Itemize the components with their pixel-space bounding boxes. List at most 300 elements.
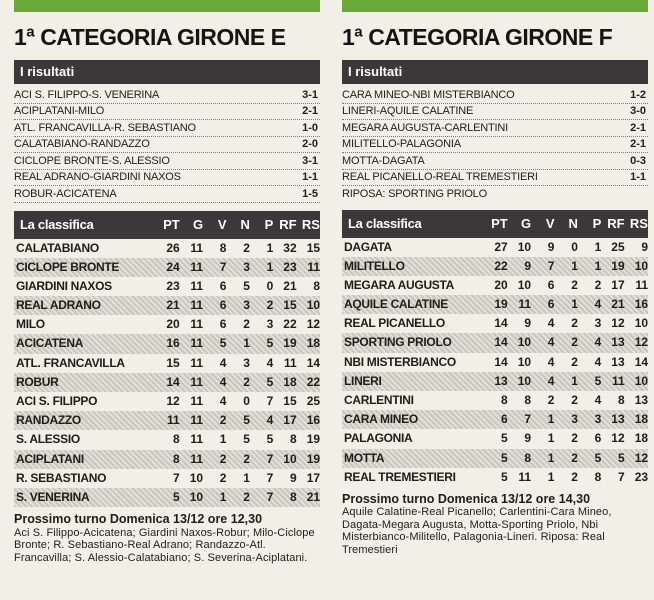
- stat-cell: 26: [166, 240, 180, 255]
- stat-cell: 14: [494, 335, 508, 350]
- stat-cell: 2: [571, 277, 578, 292]
- stat-cell: 18: [283, 374, 297, 389]
- stat-cell: 3: [594, 412, 602, 427]
- stat-cell: 11: [190, 432, 204, 447]
- result-match: MEGARA AUGUSTA-CARLENTINI: [342, 121, 508, 134]
- stat-cell: 1: [547, 450, 555, 465]
- result-match: ATL. FRANCAVILLA-R. SEBASTIANO: [14, 121, 196, 134]
- accent-bar: [14, 0, 320, 12]
- stat-cell: 10: [283, 451, 297, 466]
- stat-cell: 14: [494, 316, 508, 331]
- group-f-title: 1ª CATEGORIA GIRONE F: [342, 24, 613, 50]
- column-header: La classifica: [20, 216, 94, 232]
- next-round-heading: Prossimo turno Domenica 13/12 ore 12,30: [14, 512, 263, 527]
- result-match: CICLOPE BRONTE-S. ALESSIO: [14, 154, 170, 167]
- result-score: 1-5: [302, 187, 318, 200]
- stat-cell: 21: [283, 278, 297, 293]
- stat-cell: 4: [266, 413, 274, 428]
- column-header: La classifica: [348, 215, 422, 231]
- standings-row: [342, 429, 648, 448]
- stat-cell: 1: [594, 239, 602, 254]
- standings-row: [14, 488, 320, 507]
- stat-cell: 14: [494, 354, 508, 369]
- standings-row: [14, 373, 320, 392]
- stat-cell: 5: [173, 489, 180, 504]
- stat-cell: 1: [243, 336, 250, 351]
- result-match: REAL ADRANO-GIARDINI NAXOS: [14, 171, 181, 183]
- stat-cell: 11: [518, 469, 532, 484]
- column-header: G: [192, 216, 204, 232]
- stat-cell: 5: [219, 336, 227, 351]
- stat-cell: 13: [494, 373, 508, 388]
- stat-cell: 1: [547, 412, 555, 427]
- stat-cell: 13: [611, 335, 625, 350]
- column-header: V: [545, 215, 555, 231]
- stat-cell: 2: [571, 354, 578, 369]
- stat-cell: 0: [266, 278, 274, 293]
- team-name: ACI S. FILIPPO: [16, 394, 98, 408]
- stat-cell: 8: [594, 469, 602, 484]
- stat-cell: 4: [547, 335, 555, 350]
- group-e-standings-header: [14, 211, 320, 239]
- stat-cell: 1: [219, 432, 227, 447]
- stat-cell: 5: [266, 374, 274, 389]
- next-round-heading: Prossimo turno Domenica 13/12 ore 14,30: [342, 491, 591, 506]
- result-row: [342, 87, 648, 104]
- stat-cell: 11: [518, 297, 532, 312]
- stat-cell: 19: [306, 432, 321, 447]
- stat-cell: 4: [219, 394, 227, 408]
- stat-cell: 8: [289, 489, 297, 504]
- stat-cell: 2: [243, 374, 250, 389]
- stat-cell: 2: [243, 451, 250, 466]
- result-match: ACIPLATANI-MILO: [14, 105, 105, 117]
- stat-cell: 21: [306, 489, 321, 504]
- group-e-title: 1ª CATEGORIA GIRONE E: [14, 24, 286, 50]
- stat-cell: 8: [173, 451, 180, 466]
- column-header: RS: [301, 216, 320, 232]
- stat-cell: 2: [571, 393, 578, 407]
- result-row: [14, 153, 320, 170]
- stat-cell: 9: [524, 431, 532, 446]
- stat-cell: 6: [501, 412, 508, 427]
- result-match: CALATABIANO-RANDAZZO: [14, 138, 150, 150]
- stat-cell: 18: [634, 412, 649, 427]
- group-f-results-list: [342, 87, 648, 202]
- result-score: 1-0: [302, 121, 318, 134]
- stat-cell: 18: [634, 431, 649, 446]
- stat-cell: 2: [571, 431, 578, 446]
- standings-row: [14, 392, 320, 411]
- team-name: ACIPLATANI: [16, 451, 84, 466]
- team-name: MEGARA AUGUSTA: [344, 277, 455, 292]
- team-name: PALAGONIA: [344, 431, 413, 446]
- stat-cell: 10: [517, 373, 532, 388]
- result-row: [14, 120, 320, 137]
- column-header: P: [592, 215, 602, 231]
- stat-cell: 25: [611, 239, 625, 254]
- stat-cell: 2: [547, 393, 555, 407]
- stat-cell: 1: [266, 240, 274, 255]
- stat-cell: 5: [266, 432, 274, 447]
- standings-row: [14, 315, 320, 334]
- standings-row: [14, 411, 320, 430]
- stat-cell: 11: [190, 374, 204, 389]
- stat-cell: 1: [571, 373, 578, 388]
- result-row: [342, 186, 648, 202]
- stat-cell: 12: [634, 335, 649, 350]
- team-name: MILITELLO: [344, 258, 405, 273]
- stat-cell: 5: [501, 450, 508, 465]
- stat-cell: 15: [306, 240, 321, 255]
- accent-bar: [342, 0, 648, 12]
- team-name: S. VENERINA: [16, 489, 90, 504]
- stat-cell: 12: [306, 317, 321, 332]
- result-row: [14, 137, 320, 154]
- result-match: CARA MINEO-NBI MISTERBIANCO: [342, 88, 515, 101]
- result-score: 2-1: [302, 105, 318, 117]
- stat-cell: 0: [243, 394, 250, 408]
- stat-cell: 22: [494, 258, 508, 273]
- team-name: ATL. FRANCAVILLA: [16, 355, 125, 370]
- result-match: RIPOSA: SPORTING PRIOLO: [342, 187, 487, 200]
- stat-cell: 1: [547, 431, 555, 446]
- stat-cell: 23: [166, 278, 180, 293]
- stat-cell: 7: [266, 489, 274, 504]
- stat-cell: 8: [313, 278, 321, 293]
- stat-cell: 11: [190, 278, 204, 293]
- column-header: RS: [629, 215, 648, 231]
- team-name: REAL TREMESTIERI: [344, 469, 456, 484]
- column-header: RF: [279, 216, 297, 232]
- result-score: 3-1: [302, 154, 318, 167]
- stat-cell: 7: [266, 470, 274, 485]
- team-name: DAGATA: [344, 239, 392, 254]
- stat-cell: 2: [243, 317, 250, 332]
- stat-cell: 8: [524, 450, 532, 465]
- stat-cell: 5: [617, 450, 625, 465]
- stat-cell: 11: [190, 355, 204, 370]
- group-e-column: [14, 0, 320, 564]
- stat-cell: 2: [571, 469, 578, 484]
- standings-row: [14, 469, 320, 488]
- column-header: G: [520, 215, 532, 231]
- stat-cell: 5: [266, 336, 274, 351]
- stat-cell: 6: [219, 278, 227, 293]
- stat-cell: 4: [594, 393, 602, 407]
- result-row: [342, 153, 648, 170]
- stat-cell: 4: [547, 354, 555, 369]
- stat-cell: 10: [634, 258, 649, 273]
- result-score: 1-1: [302, 171, 318, 183]
- stat-cell: 13: [611, 412, 625, 427]
- stat-cell: 5: [243, 278, 250, 293]
- stat-cell: 10: [517, 335, 532, 350]
- stat-cell: 24: [166, 259, 180, 274]
- standings-row: [342, 449, 648, 468]
- stat-cell: 5: [501, 469, 508, 484]
- standings-row: [342, 314, 648, 333]
- stat-cell: 9: [289, 470, 297, 485]
- stat-cell: 2: [571, 335, 578, 350]
- stat-cell: 2: [571, 316, 578, 331]
- stat-cell: 0: [571, 239, 578, 254]
- stat-cell: 10: [189, 470, 204, 485]
- stat-cell: 11: [635, 277, 649, 292]
- standings-row: [342, 353, 648, 372]
- stat-cell: 12: [166, 394, 180, 408]
- stat-cell: 20: [166, 317, 180, 332]
- stat-cell: 9: [524, 258, 532, 273]
- stat-cell: 5: [501, 431, 508, 446]
- stat-cell: 6: [219, 298, 227, 313]
- standings-row: [14, 239, 320, 258]
- column-header: RF: [607, 215, 625, 231]
- stat-cell: 15: [166, 355, 180, 370]
- stat-cell: 4: [594, 354, 602, 369]
- stat-cell: 5: [594, 450, 602, 465]
- stat-cell: 7: [219, 259, 227, 274]
- result-row: [342, 137, 648, 154]
- stat-cell: 2: [266, 298, 274, 313]
- standings-row: [342, 238, 648, 257]
- result-row: [342, 104, 648, 121]
- stat-cell: 7: [617, 469, 625, 484]
- team-name: MOTTA: [344, 450, 385, 465]
- stat-cell: 21: [611, 297, 625, 312]
- result-row: [14, 170, 320, 187]
- stat-cell: 7: [173, 470, 180, 485]
- team-name: AQUILE CALATINE: [344, 297, 448, 312]
- stat-cell: 2: [243, 489, 250, 504]
- stat-cell: 14: [166, 374, 180, 389]
- stat-cell: 17: [611, 277, 625, 292]
- stat-cell: 5: [243, 432, 250, 447]
- result-score: 1-1: [630, 171, 646, 183]
- team-name: CARA MINEO: [344, 412, 418, 427]
- stat-cell: 11: [190, 413, 204, 428]
- stat-cell: 10: [189, 489, 204, 504]
- result-score: 2-1: [630, 138, 646, 150]
- team-name: R. SEBASTIANO: [16, 470, 107, 485]
- stat-cell: 13: [611, 354, 625, 369]
- stat-cell: 4: [594, 297, 602, 312]
- stat-cell: 2: [219, 470, 227, 485]
- stat-cell: 6: [219, 317, 227, 332]
- stat-cell: 11: [190, 298, 204, 313]
- stat-cell: 7: [524, 412, 532, 427]
- stat-cell: 15: [283, 298, 297, 313]
- stat-cell: 25: [306, 394, 321, 408]
- group-f-standings: [342, 210, 648, 487]
- stat-cell: 16: [306, 413, 321, 428]
- stat-cell: 8: [173, 432, 180, 447]
- stat-cell: 1: [266, 259, 274, 274]
- result-score: 0-3: [630, 154, 646, 167]
- column-header: V: [217, 216, 227, 232]
- result-row: [342, 120, 648, 137]
- result-match: MOTTA-DAGATA: [342, 154, 425, 167]
- stat-cell: 4: [547, 373, 555, 388]
- stat-cell: 7: [266, 451, 274, 466]
- stat-cell: 11: [283, 355, 297, 370]
- standings-row: [342, 295, 648, 314]
- group-f-next-round: [342, 493, 648, 557]
- stat-cell: 11: [190, 240, 204, 255]
- result-match: ACI S. FILIPPO-S. VENERINA: [14, 88, 160, 101]
- stat-cell: 9: [524, 316, 532, 331]
- stat-cell: 10: [306, 298, 321, 313]
- stat-cell: 11: [190, 336, 204, 351]
- stat-cell: 1: [594, 258, 602, 273]
- stat-cell: 21: [166, 298, 180, 313]
- stat-cell: 2: [594, 277, 602, 292]
- stat-cell: 9: [547, 239, 555, 254]
- stat-cell: 3: [243, 259, 250, 274]
- stat-cell: 8: [617, 393, 625, 407]
- stat-cell: 3: [243, 298, 250, 313]
- stat-cell: 23: [634, 469, 649, 484]
- standings-row: [14, 430, 320, 449]
- column-header: P: [264, 216, 274, 232]
- team-name: ACICATENA: [16, 336, 84, 351]
- team-name: REAL PICANELLO: [344, 316, 445, 331]
- stat-cell: 1: [243, 470, 250, 485]
- stat-cell: 10: [517, 354, 532, 369]
- stat-cell: 10: [517, 239, 532, 254]
- stat-cell: 9: [641, 239, 649, 254]
- stat-cell: 18: [306, 336, 321, 351]
- stat-cell: 17: [306, 470, 321, 485]
- stat-cell: 14: [634, 354, 649, 369]
- stat-cell: 12: [611, 431, 625, 446]
- team-name: LINERI: [344, 373, 382, 388]
- team-name: CARLENTINI: [344, 393, 414, 407]
- result-match: REAL PICANELLO-REAL TREMESTIERI: [342, 171, 538, 183]
- column-header: N: [240, 216, 250, 232]
- group-f-column: [342, 0, 648, 556]
- team-name: ROBUR: [16, 374, 59, 389]
- stat-cell: 7: [547, 258, 555, 273]
- standings-row: [14, 258, 320, 277]
- team-name: REAL ADRANO: [16, 298, 101, 313]
- standings-row: [14, 450, 320, 469]
- team-name: MILO: [16, 317, 45, 332]
- stat-cell: 4: [547, 316, 555, 331]
- group-f-standings-body: [342, 238, 648, 487]
- stat-cell: 10: [517, 277, 532, 292]
- team-name: CALATABIANO: [16, 240, 99, 255]
- group-e-standings: [14, 211, 320, 508]
- stat-cell: 11: [190, 451, 204, 466]
- group-e-next-round: [14, 513, 320, 564]
- stat-cell: 6: [547, 277, 555, 292]
- standings-row: [342, 468, 648, 487]
- stat-cell: 3: [266, 317, 274, 332]
- stat-cell: 1: [571, 258, 578, 273]
- stat-cell: 10: [634, 316, 649, 331]
- column-header: N: [568, 215, 578, 231]
- standings-row: [342, 257, 648, 276]
- team-name: SPORTING PRIOLO: [344, 335, 452, 350]
- stat-cell: 20: [494, 277, 508, 292]
- stat-cell: 8: [524, 393, 532, 407]
- stat-cell: 19: [494, 297, 508, 312]
- standings-row: [342, 333, 648, 352]
- stat-cell: 1: [571, 297, 578, 312]
- stat-cell: 19: [611, 258, 625, 273]
- result-match: MILITELLO-PALAGONIA: [342, 138, 461, 150]
- stat-cell: 4: [219, 355, 227, 370]
- stat-cell: 23: [283, 259, 297, 274]
- stat-cell: 8: [501, 393, 508, 407]
- standings-row: [342, 391, 648, 410]
- stat-cell: 1: [219, 489, 227, 504]
- stat-cell: 12: [611, 316, 625, 331]
- next-round-fixtures: Aci S. Filippo-Acicatena; Giardini Naxos-Robur; Milo-Ciclope Bronte; R. Sebastiano-Real Adrano; Randazzo-Atl. Francavilla; S. Alessio-Calatabiano; S. Severina-Aciplatani.: [14, 526, 315, 564]
- result-row: [14, 87, 320, 104]
- team-name: RANDAZZO: [16, 413, 81, 428]
- result-row: [342, 170, 648, 187]
- stat-cell: 22: [306, 374, 321, 389]
- standings-row: [342, 410, 648, 429]
- column-header: PT: [163, 216, 180, 232]
- stat-cell: 14: [306, 355, 321, 370]
- standings-row: [14, 277, 320, 296]
- result-match: ROBUR-ACICATENA: [14, 187, 117, 200]
- stat-cell: 22: [283, 317, 297, 332]
- standings-row: [14, 354, 320, 373]
- standings-row: [342, 372, 648, 391]
- stat-cell: 3: [594, 316, 602, 331]
- result-score: 3-0: [630, 105, 646, 117]
- stat-cell: 11: [167, 413, 180, 428]
- result-row: [14, 186, 320, 203]
- team-name: S. ALESSIO: [16, 432, 80, 447]
- stat-cell: 11: [190, 394, 204, 408]
- stat-cell: 1: [547, 469, 555, 484]
- stat-cell: 13: [634, 393, 649, 407]
- result-score: 3-1: [302, 88, 318, 101]
- stat-cell: 8: [219, 240, 227, 255]
- stat-cell: 27: [494, 239, 508, 254]
- stat-cell: 5: [243, 413, 250, 428]
- group-e-standings-body: [14, 239, 320, 508]
- group-e-results-list: [14, 87, 320, 203]
- stat-cell: 8: [289, 432, 297, 447]
- stat-cell: 17: [283, 413, 297, 428]
- stat-cell: 16: [166, 336, 180, 351]
- stat-cell: 2: [243, 240, 250, 255]
- team-name: GIARDINI NAXOS: [16, 278, 112, 293]
- stat-cell: 4: [266, 355, 274, 370]
- team-name: CICLOPE BRONTE: [16, 259, 120, 274]
- standings-row: [14, 296, 320, 315]
- stat-cell: 6: [594, 431, 602, 446]
- stat-cell: 19: [283, 336, 297, 351]
- stat-cell: 11: [307, 259, 321, 274]
- result-row: [14, 104, 320, 121]
- result-score: 1-2: [630, 88, 646, 101]
- stat-cell: 11: [611, 373, 625, 388]
- stat-cell: 2: [219, 413, 227, 428]
- stat-cell: 12: [634, 450, 649, 465]
- stat-cell: 32: [283, 240, 297, 255]
- stat-cell: 11: [190, 259, 204, 274]
- group-f-standings-header: [342, 210, 648, 238]
- result-score: 2-1: [630, 121, 646, 134]
- stat-cell: 15: [283, 394, 297, 408]
